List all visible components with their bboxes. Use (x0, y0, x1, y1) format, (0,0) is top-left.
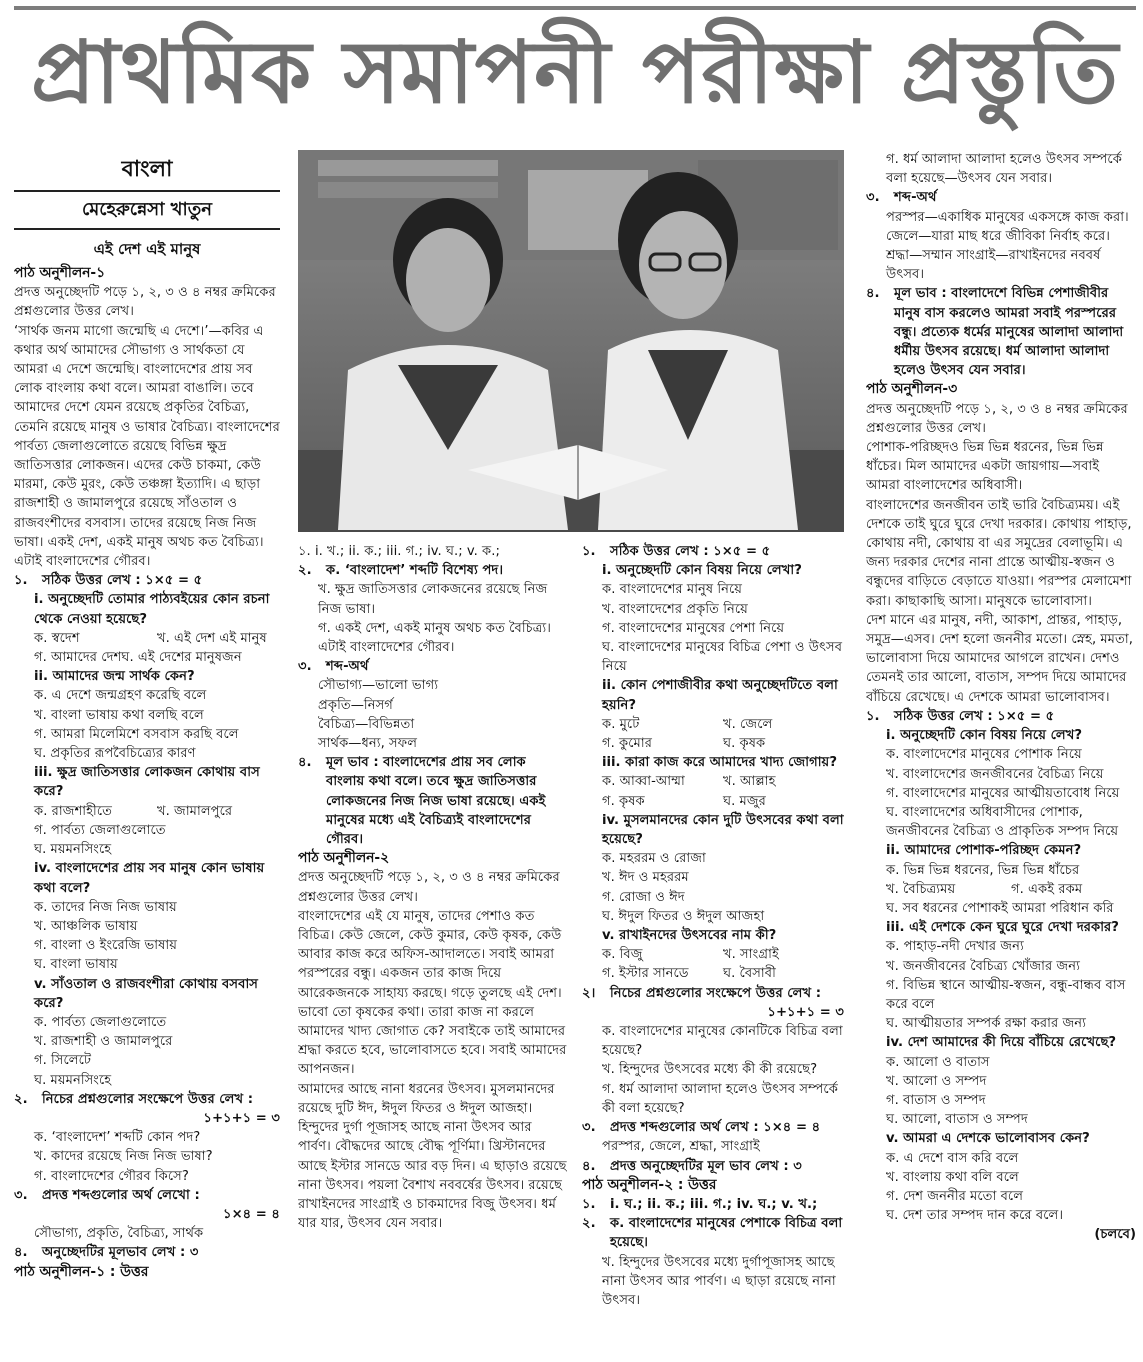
answer-option-pair (14, 629, 280, 648)
answer-option: ঘ. ময়মনসিংহে (34, 1072, 112, 1088)
answer-option: ক. আলো ও বাতাস (886, 1054, 990, 1070)
answer-option: ঘ. প্রকৃতির রূপবৈচিত্র্যের কারণ (34, 746, 196, 762)
author-name: মেহেরুন্নেসা খাতুন (14, 190, 280, 230)
answer-option: ঘ. বাংলাদেশের অধিবাসীদের পোশাক, জনজীবনের বৈচিত্র্য ও প্রাকৃতিক সম্পদ নিয়ে (886, 804, 1119, 840)
answer-option: খ. বাংলাদেশের প্রকৃতি নিয়ে (602, 601, 748, 617)
answer-option: ঘ. আত্মীয়তার সম্পর্ক রক্ষা করার জন্য (886, 1016, 1086, 1032)
answer-option: ক. বাংলাদেশের মানুষের কোনটিকে বিচিত্র বলা হয়েছে? (602, 1024, 843, 1059)
answer-option-pair (582, 734, 844, 753)
item-text: অনুচ্ছেদটির মূলভাব লেখ : ৩ (42, 1245, 199, 1261)
numbered-item (866, 188, 1136, 207)
answer-option: খ. জনজীবনের বৈচিত্র্য খোঁজার জন্য (886, 958, 1080, 974)
item-number: ৪. (14, 1245, 28, 1261)
question: i. অনুচ্ছেদটি কোন বিষয় নিয়ে লেখা? (602, 563, 802, 579)
item-number: ৪. (866, 286, 880, 302)
paragraph: দেশ মানে এর মানুষ, নদী, আকাশ, প্রান্তর, পাহাড়, সমুদ্র—এসব। দেশ হলো জননীর মতো। স্নেহ, মমতা, ভালোবাসা দিয়ে আমাদের আগলে রাখেন। দেশও তেমনই তার আলো, বাতাস, সম্পদ দিয়ে আমাদের বাঁচিয়ে রেখেছে। এ দেশকে আমরা ভালোবাসব। (866, 612, 1133, 705)
answer-option: গ. রোজা ও ঈদ (602, 889, 685, 905)
answer-option: খ. রাজশাহী ও জামালপুরে (34, 1034, 173, 1050)
item-text: ক. ‘বাংলাদেশ’ শব্দটি বিশেষ্য পদ। (326, 563, 504, 579)
paragraph: ‘সার্থক জনম মাগো জন্মেছি এ দেশে।’—কবির এ কথার অর্থ আমাদের সৌভাগ্য ও সার্থকতা যে আমরা এ দেশে জন্মেছি। বাংলাদেশের প্রায় সব লোক বাংলায় কথা বলে। আমরা বাঙালি। তবে আমাদের দেশে যেমন রয়েছে প্রকৃতির বৈচিত্র্য, তেমনি রয়েছে মানুষ ও ভাষার বৈচিত্র্য। বাংলাদেশের পার্বত্য জেলাগুলোতে রয়েছে বিভিন্ন ক্ষুদ্র জাতিসত্তার লোকজন। এদের কেউ চাকমা, কেউ মারমা, কেউ মুরং, কেউ তঞ্চঙ্গা ইত্যাদি। এ ছাড়া রাজশাহী ও জামালপুরে রয়েছে সাঁওতাল ও রাজবংশীদের বসবাস। তাদের রয়েছে নিজ নিজ ভাষা। একই দেশ, একই মানুষ অথচ কত বৈচিত্র্য। এটাই বাংলাদেশের গৌরব। (14, 323, 280, 570)
answer-option: গ. পার্বত্য জেলাগুলোতে (34, 822, 166, 838)
answer-option-pair (582, 945, 844, 964)
paragraph: প্রদত্ত অনুচ্ছেদটি পড়ে ১, ২, ৩ ও ৪ নম্বর ক্রমিকের প্রশ্নগুলোর উত্তর লেখ। (298, 870, 560, 905)
answer-option: ক. বিজু (602, 947, 643, 963)
item-number: ২. (298, 563, 312, 579)
section-heading: পাঠ অনুশীলন-১ (14, 265, 106, 281)
item-number: ৩. (14, 1187, 28, 1203)
item-number: ৩. (582, 1120, 596, 1136)
answer-option: ক. ‘বাংলাদেশ’ শব্দটি কোন পদ? (34, 1130, 201, 1146)
answer-option: পরস্পর—একাধিক মানুষের একসঙ্গে কাজ করা। জেলে—যারা মাছ ধরে জীবিকা নির্বাহ করে। শ্রদ্ধা—সম্মান সাংগ্রাই—রাখাইনদের নববর্ষ উৎসব। (886, 209, 1129, 283)
item-number: ১. (14, 573, 28, 589)
paragraph: আমাদের আছে নানা ধরনের উৎসব। মুসলমানদের রয়েছে দুটি ঈদ, ঈদুল ফিতর ও ঈদুল আজহা। হিন্দুদের দুর্গা পূজাসহ আছে নানা উৎসব আর পার্বণ। বৌদ্ধদের আছে বৌদ্ধ পূর্ণিমা। খ্রিস্টানদের আছে ইস্টার সানডে আর বড় দিন। এ ছাড়াও রয়েছে নানা উৎসব। পয়লা বৈশাখ নববর্ষের উৎসব। রয়েছে রাখাইনদের সাংগ্রাই ও চাকমাদের বিজু উৎসব। ধর্ম যার যার, উৎসব যেন সবার। (298, 1081, 567, 1232)
answer-option: খ. বাংলাদেশের জনজীবনের বৈচিত্র্য নিয়ে (886, 766, 1104, 782)
item-number: ১. (582, 544, 596, 559)
column-body (866, 150, 1136, 1245)
answer-option: ক. ভিন্ন ভিন্ন ধরনের, ভিন্ন ভিন্ন ধাঁচের (886, 862, 1080, 878)
question: iii. এই দেশকে কেন ঘুরে ঘুরে দেখা দরকার? (886, 920, 1119, 936)
numbered-item (298, 657, 568, 676)
answer-option: ঘ. বাংলাদেশের মানুষের বিচিত্র পেশা ও উৎসব নিয়ে (602, 640, 843, 675)
section-heading: পাঠ অনুশীলন-২ : উত্তর (582, 1176, 717, 1193)
answer-option: খ. বাংলা ভাষায় কথা বলছি বলে (34, 707, 204, 723)
top-rule (14, 6, 1136, 10)
answer-option: ক. মুটে (602, 716, 640, 732)
answer-option: গ. ধর্ম আলাদা আলাদা হলেও উৎসব সম্পর্কে কী বলা হয়েছে? (602, 1081, 838, 1116)
answer-option: খ. হিন্দুদের উৎসবের মধ্যে দুর্গাপূজাসহ আছে নানা উৎসব আর পার্বণ। এ ছাড়া রয়েছে নানা উৎসব। (602, 1254, 836, 1308)
item-text: নিচের প্রশ্নগুলোর সংক্ষেপে উত্তর লেখ : (610, 985, 822, 1001)
question: ii. আমাদের জন্ম সার্থক কেন? (34, 669, 195, 685)
answer-option-pair (582, 715, 844, 734)
answer-option: ঘ. সব ধরনের পোশাকই আমরা পরিধান করি (886, 900, 1114, 916)
paragraph: ভাবো তো কৃষকের কথা। তারা কাজ না করলে আমাদের খাদ্য জোগাত কে? সবাইকে তাই আমাদের শ্রদ্ধা করতে হবে, ভালোবাসতে হবে। সবাই আমাদের আপনজন। (298, 1004, 567, 1078)
numbered-item (582, 1195, 844, 1214)
answer-option: খ. আঞ্চলিক ভাষায় (34, 918, 138, 934)
answer-option: ক. পাহাড়-নদী দেখার জন্য (886, 939, 1024, 955)
answer-option: খ. জামালপুরে (157, 803, 233, 819)
students-reading-photo (298, 150, 844, 532)
answer-option: সৌভাগ্য—ভালো ভাগ্য (318, 678, 439, 694)
paragraph: পোশাক-পরিচ্ছদও ভিন্ন ভিন্ন ধরনের, ভিন্ন ভিন্ন ধাঁচের। মিল আমাদের একটা জায়গায়—সবাই আমরা বাংলাদেশের অধিবাসী। (866, 440, 1104, 494)
marks-label: (চলবে) (1094, 1227, 1136, 1243)
answer-option: গ. একই দেশ, একই মানুষ অথচ কত বৈচিত্র্য। এটাই বাংলাদেশের গৌরব। (318, 620, 551, 656)
item-number: ৪. (298, 755, 312, 771)
paragraph: প্রদত্ত অনুচ্ছেদটি পড়ে ১, ২, ৩ ও ৪ নম্বর ক্রমিকের প্রশ্নগুলোর উত্তর লেখ। (866, 401, 1128, 436)
answer-option: ঘ. বৈসাবী (723, 966, 776, 982)
numbered-item (582, 984, 844, 1003)
answer-option: গ. আমাদের দেশঘ. এই দেশের মানুষজন (34, 650, 242, 666)
answer-option: ক. পার্বত্য জেলাগুলোতে (34, 1014, 167, 1030)
item-number: ২. (14, 1091, 28, 1107)
answer-option: খ. এই দেশ এই মানুষ (157, 630, 267, 646)
page-title: প্রাথমিক সমাপনী পরীক্ষা প্রস্তুতি (30, 23, 1120, 123)
answer-option: ঘ. আলো, বাতাস ও সম্পদ (886, 1112, 1028, 1128)
column-2 (298, 542, 568, 1357)
column-4 (866, 150, 1136, 1355)
answer-option: ক. এ দেশে জন্মগ্রহণ করেছি বলে (34, 688, 207, 704)
answer-option: ঘ. দেশ তার সম্পদ দান করে বলে। (886, 1208, 1064, 1224)
paragraph: বাংলাদেশের এই যে মানুষ, তাদের পেশাও কত বিচিত্র। কেউ জেলে, কেউ কুমার, কেউ কৃষক, কেউ আবার কাজ করে অফিস-আদালতে। সবাই আমরা পরস্পরের বন্ধু। একজন তার কাজ দিয়ে আরেকজনকে সাহায্য করছে। গড়ে তুলছে এই দেশ। (298, 908, 562, 1001)
paragraph: ১. i. খ.; ii. ক.; iii. গ.; iv. ঘ.; v. ক.; (298, 544, 500, 559)
answer-option: সার্থক—ধন্য, সফল (318, 736, 418, 752)
answer-option-pair (582, 792, 844, 811)
answer-option: খ. সাংগ্রাই (723, 947, 779, 963)
numbered-item (866, 284, 1136, 380)
answer-option: পরস্পর, জেলে, শ্রদ্ধা, সাংগ্রাই (602, 1139, 760, 1155)
section-heading: পাঠ অনুশীলন-২ (298, 850, 390, 867)
section-heading: পাঠ অনুশীলন-১ : উত্তর (14, 1263, 149, 1280)
question: v. আমরা এ দেশকে ভালোবাসব কেন? (886, 1131, 1090, 1147)
answer-option: গ. সিলেটে (34, 1053, 92, 1069)
marks-label: ১+১+১ = ৩ (767, 1004, 844, 1020)
answer-option: গ. কুমোর (602, 736, 652, 752)
numbered-item (866, 707, 1136, 726)
answer-option: ঘ. ময়মনসিংহে (34, 842, 112, 858)
question: iv. বাংলাদেশের প্রায় সব মানুষ কোন ভাষায় কথা বলে? (34, 861, 265, 896)
answer-option: গ. বিভিন্ন স্থানে আত্মীয়-স্বজন, বন্ধু-বান্ধব বাস করে বলে (886, 977, 1126, 1012)
column-3 (582, 542, 844, 1357)
item-number: ২। (582, 985, 596, 1001)
numbered-item (582, 1118, 844, 1137)
answer-option: ক. তাদের নিজ নিজ ভাষায় (34, 899, 177, 915)
item-text: মূল ভাব : বাংলাদেশের প্রায় সব লোক বাংলায় কথা বলে। তবে ক্ষুদ্র জাতিসত্তার লোকজনের নিজ নিজ ভাষা রয়েছে। একই মানুষের মধ্যে এই বৈচিত্র্যই বাংলাদেশের গৌরব। (326, 755, 546, 848)
answer-option: খ. ঈদ ও মহররম (602, 870, 689, 886)
question: iii. ক্ষুদ্র জাতিসত্তার লোকজন কোথায় বাস করে? (34, 765, 260, 800)
item-number: ১. (582, 1196, 596, 1212)
question: iv. মুসলমানদের কোন দুটি উৎসবের কথা বলা হয়েছে? (602, 812, 844, 848)
answer-option: গ. বাংলাদেশের মানুষের পেশা নিয়ে (602, 620, 785, 636)
numbered-item (582, 542, 844, 561)
item-text: প্রদত্ত শব্দগুলোর অর্থ লেখো : (42, 1187, 200, 1203)
numbered-item (14, 1186, 280, 1205)
item-text: প্রদত্ত অনুচ্ছেদটির মূল ভাব লেখ : ৩ (610, 1158, 802, 1174)
lesson-title: এই দেশ এই মানুষ (93, 240, 201, 258)
subject-heading: বাংলা (121, 157, 173, 182)
item-number: ২. (582, 1216, 596, 1232)
paragraph: বাংলাদেশের জনজীবন তাই ভারি বৈচিত্র্যময়। এই দেশকে তাই ঘুরে ঘুরে দেখা দরকার। কোথায় পাহাড়, কোথায় নদী, কোথায় বা এর সমুদ্রের বেলাভূমি। এ জন্য দরকার দেশের নানা প্রান্তে আত্মীয়-স্বজন ও বন্ধুদের বাড়িতে বেড়াতে যাওয়া। পরস্পর মেলামেশা করা। কাছাকাছি আসা। মানুষকে ভালোবাসা। (866, 497, 1132, 609)
answer-option: ঘ. মজুর (723, 793, 766, 809)
answer-option: ক. এ দেশে বাস করি বলে (886, 1150, 1019, 1166)
answer-option: গ. আমরা মিলেমিশে বসবাস করছি বলে (34, 726, 239, 742)
section-heading: পাঠ অনুশীলন-৩ (866, 381, 958, 398)
marks-label: ১+১+১ = ৩ (203, 1110, 280, 1126)
answer-option: গ. ধর্ম আলাদা আলাদা হলেও উৎসব সম্পর্কে বলা হয়েছে—উৎসব যেন সবার। (886, 152, 1122, 187)
item-text: সঠিক উত্তর লেখ : ১×৫ = ৫ (610, 544, 771, 559)
item-text: i. ঘ.; ii. ক.; iii. গ.; iv. ঘ.; v. খ.; (610, 1196, 818, 1212)
answer-option: গ. বাংলা ও ইংরেজি ভাষায় (34, 938, 177, 954)
item-text: মূল ভাব : বাংলাদেশে বিভিন্ন পেশাজীবীর মানুষ বাস করলেও আমরা সবাই পরস্পরের বন্ধু। প্রত্যেক ধর্মের মানুষের আলাদা আলাদা ধর্মীয় উৎসব রয়েছে। ধর্ম আলাদা আলাদা হলেও উৎসব যেন সবার। (894, 286, 1124, 379)
answer-option-pair (582, 772, 844, 791)
answer-option: খ. বৈচিত্র্যময় (886, 881, 956, 897)
answer-option: খ. বাংলায় কথা বলি বলে (886, 1169, 1019, 1185)
answer-option: ক. রাজশাহীতে (34, 803, 113, 819)
question: iii. কারা কাজ করে আমাদের খাদ্য জোগায়? (602, 755, 837, 771)
answer-option: ঘ. ঈদুল ফিতর ও ঈদুল আজহা (602, 908, 765, 924)
item-text: শব্দ-অর্থ (326, 659, 369, 675)
question: i. অনুচ্ছেদটি কোন বিষয় নিয়ে লেখ? (886, 728, 1083, 744)
answer-option: গ. একই রকম (1011, 881, 1083, 897)
answer-option: খ. হিন্দুদের উৎসবের মধ্যে কী কী রয়েছে? (602, 1062, 818, 1078)
answer-option: ক. আব্বা-আম্মা (602, 774, 685, 790)
question: v. সাঁওতাল ও রাজবংশীরা কোথায় বসবাস করে? (34, 976, 258, 1011)
item-number: ৪. (582, 1158, 596, 1174)
item-text: প্রদত্ত শব্দগুলোর অর্থ লেখ : ১×৪ = ৪ (610, 1120, 821, 1136)
marks-label: ১×৪ = ৪ (223, 1206, 280, 1222)
column-body (14, 264, 280, 1282)
numbered-item (14, 571, 280, 590)
item-text: শব্দ-অর্থ (894, 190, 937, 206)
item-text: নিচের প্রশ্নগুলোর সংক্ষেপে উত্তর লেখ : (42, 1091, 254, 1107)
answer-option: প্রকৃতি—নিসর্গ (318, 697, 393, 713)
numbered-item (298, 561, 568, 580)
answer-option: গ. বাতাস ও সম্পদ (886, 1092, 986, 1108)
item-number: ৩. (298, 659, 312, 675)
answer-option: গ. বাংলাদেশের মানুষের আত্মীয়তাবোধ নিয়ে (886, 785, 1120, 801)
item-number: ১. (866, 708, 880, 724)
answer-option: গ. ইস্টার সানডে (602, 966, 689, 982)
photo-illustration (298, 150, 844, 532)
answer-option: গ. দেশ জননীর মতো বলে (886, 1188, 1024, 1204)
paragraph: প্রদত্ত অনুচ্ছেদটি পড়ে ১, ২, ৩ ও ৪ নম্বর ক্রমিকের প্রশ্নগুলোর উত্তর লেখ। (14, 285, 276, 320)
numbered-item (298, 753, 568, 849)
column-1 (14, 150, 280, 1355)
answer-option: ক. স্বদেশ (34, 630, 80, 646)
question: v. রাখাইনদের উৎসবের নাম কী? (602, 928, 777, 944)
numbered-item (582, 1214, 844, 1252)
answer-option: গ. বাংলাদেশের গৌরব কিসে? (34, 1168, 189, 1184)
answer-option: ঘ. বাংলা ভাষায় (34, 957, 118, 973)
answer-option: গ. কৃষক (602, 793, 645, 809)
question: ii. কোন পেশাজীবীর কথা অনুচ্ছেদটিতে বলা হয়নি? (602, 678, 838, 713)
question: i. অনুচ্ছেদটি তোমার পাঠ্যবইয়ের কোন রচনা থেকে নেওয়া হয়েছে? (34, 592, 270, 627)
answer-option: খ. কাদের রয়েছে নিজ নিজ ভাষা? (34, 1149, 213, 1165)
answer-option: খ. আলো ও সম্পদ (886, 1073, 987, 1089)
column-body (582, 542, 844, 1310)
answer-option: ক. বাংলাদেশের মানুষ নিয়ে (602, 582, 743, 598)
answer-option: বৈচিত্র্য—বিভিন্নতা (318, 716, 415, 732)
answer-option: খ. আল্লাহ (723, 774, 776, 790)
answer-option: ক. বাংলাদেশের মানুষের পোশাক নিয়ে (886, 747, 1082, 763)
column-body (298, 542, 568, 1233)
numbered-item (582, 1157, 844, 1176)
numbered-item (14, 1090, 280, 1109)
answer-option: খ. জেলে (723, 716, 773, 732)
item-text: সঠিক উত্তর লেখ : ১×৫ = ৫ (42, 573, 203, 589)
answer-option: ঘ. কৃষক (723, 736, 766, 752)
answer-option: ক. মহররম ও রোজা (602, 851, 706, 867)
answer-option-pair (866, 880, 1136, 899)
answer-option-pair (14, 802, 280, 821)
answer-option-pair (582, 964, 844, 983)
question: ii. আমাদের পোশাক-পরিচ্ছদ কেমন? (886, 843, 1082, 859)
answer-option: সৌভাগ্য, প্রকৃতি, বৈচিত্র্য, সার্থক (34, 1226, 204, 1242)
item-number: ৩. (866, 190, 880, 206)
answer-option: খ. ক্ষুদ্র জাতিসত্তার লোকজনের রয়েছে নিজ নিজ ভাষা। (318, 582, 548, 617)
item-text: ক. বাংলাদেশের মানুষের পেশাকে বিচিত্র বলা হয়েছে। (610, 1216, 843, 1251)
question: iv. দেশ আমাদের কী দিয়ে বাঁচিয়ে রেখেছে? (886, 1035, 1117, 1051)
item-text: সঠিক উত্তর লেখ : ১×৫ = ৫ (894, 708, 1055, 724)
numbered-item (14, 1243, 280, 1262)
